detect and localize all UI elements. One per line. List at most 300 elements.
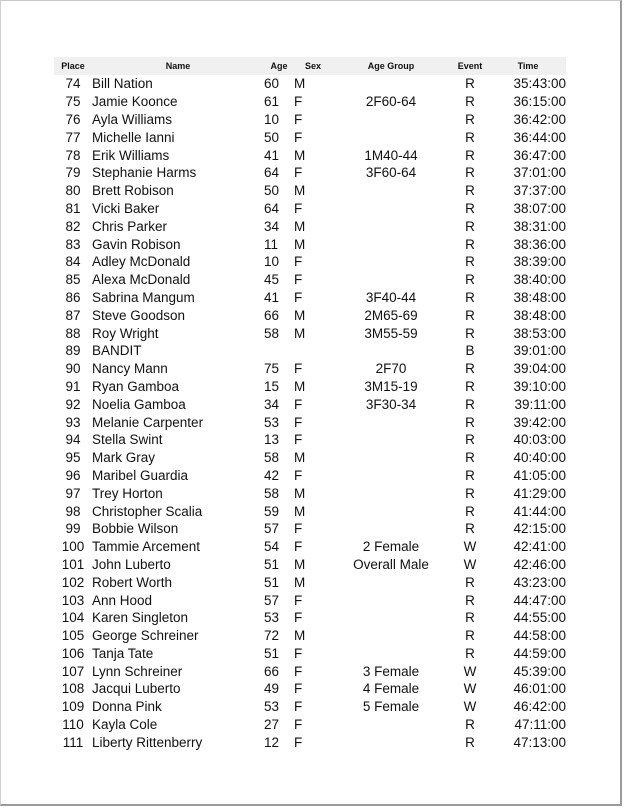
age-cell: 27	[264, 717, 280, 733]
place-cell: 102	[61, 574, 85, 590]
sex-cell: M	[294, 76, 306, 92]
age-group-cell: 1M40-44	[364, 147, 418, 163]
sex-cell: F	[294, 717, 303, 733]
place-cell: 78	[65, 147, 81, 163]
sex-cell: F	[294, 521, 303, 537]
age-group-cell: 3F40-44	[365, 289, 417, 305]
place-cell: 98	[65, 503, 81, 519]
place-cell: 104	[61, 610, 85, 626]
name-cell: Vicki Baker	[92, 200, 160, 216]
sex-cell: F	[294, 432, 303, 448]
age-group-cell	[332, 200, 450, 218]
table-row	[54, 716, 566, 734]
age-group-cell	[332, 573, 450, 591]
age-cell: 58	[264, 325, 280, 341]
time-cell: 42:41:00	[513, 539, 566, 555]
sex-cell: F	[294, 200, 303, 216]
age-cell: 57	[264, 592, 280, 608]
age-group-cell: 4 Female	[362, 681, 420, 697]
age-group-cell	[332, 413, 450, 431]
table-row	[54, 609, 566, 627]
age-group-cell: 2M65-69	[364, 307, 418, 323]
sex-cell: M	[294, 628, 306, 644]
age-group-cell	[332, 520, 450, 538]
sex-cell: F	[294, 414, 303, 430]
event-cell: W	[463, 539, 477, 555]
table-row	[54, 502, 566, 520]
sex-cell: M	[294, 574, 306, 590]
time-cell: 44:55:00	[513, 610, 566, 626]
sex-cell: F	[294, 699, 303, 715]
age-group-cell: 3M15-19	[364, 378, 418, 394]
table-row	[54, 306, 566, 324]
age-cell: 12	[264, 734, 280, 750]
name-cell: Melanie Carpenter	[92, 414, 204, 430]
event-cell: R	[465, 94, 475, 110]
place-cell: 88	[65, 325, 81, 341]
place-cell: 107	[61, 663, 85, 679]
age-group-cell	[332, 271, 450, 289]
age-cell: 53	[264, 610, 280, 626]
age-cell: 54	[264, 539, 280, 555]
sex-cell: M	[294, 325, 306, 341]
age-cell: 34	[264, 396, 280, 412]
event-cell: R	[465, 325, 475, 341]
time-cell: 39:10:00	[513, 378, 566, 394]
sex-cell: M	[294, 450, 306, 466]
age-cell: 66	[264, 663, 280, 679]
age-group-cell	[332, 235, 450, 253]
name-cell: Lynn Schreiner	[92, 663, 183, 679]
header-time: Time	[517, 61, 539, 71]
table-row	[54, 413, 566, 431]
age-group-cell	[332, 182, 450, 200]
sex-cell: F	[294, 467, 303, 483]
name-cell: Christopher Scalia	[92, 503, 203, 519]
table-row	[54, 680, 566, 698]
age-cell: 15	[264, 378, 280, 394]
age-group-cell: 3 Female	[362, 663, 420, 679]
time-cell: 38:07:00	[513, 200, 566, 216]
place-cell: 77	[65, 129, 81, 145]
place-cell: 85	[65, 272, 81, 288]
place-cell: 86	[65, 289, 81, 305]
event-cell: R	[465, 432, 475, 448]
place-cell: 87	[65, 307, 81, 323]
name-cell: Ayla Williams	[92, 111, 173, 127]
time-cell: 39:01:00	[513, 343, 566, 359]
header-place: Place	[61, 61, 85, 71]
name-cell: Michelle Ianni	[92, 129, 175, 145]
age-cell: 72	[264, 628, 280, 644]
age-cell: 10	[264, 254, 280, 270]
sex-cell: F	[294, 254, 303, 270]
time-cell: 38:39:00	[513, 254, 566, 270]
time-cell: 39:04:00	[513, 361, 566, 377]
sex-cell: F	[294, 681, 303, 697]
event-cell: R	[465, 574, 475, 590]
age-cell: 51	[264, 645, 280, 661]
sex-cell: F	[294, 129, 303, 145]
age-group-cell	[332, 591, 450, 609]
time-cell: 39:42:00	[513, 414, 566, 430]
age-cell: 64	[264, 200, 280, 216]
event-cell: R	[465, 645, 475, 661]
place-cell: 109	[61, 699, 85, 715]
name-cell: Jacqui Luberto	[92, 681, 181, 697]
table-row	[54, 75, 566, 93]
age-group-cell	[332, 449, 450, 467]
time-cell: 36:47:00	[513, 147, 566, 163]
event-cell: R	[465, 628, 475, 644]
event-cell: R	[465, 378, 475, 394]
age-group-cell	[332, 645, 450, 663]
event-cell: W	[463, 681, 477, 697]
results-table	[54, 57, 566, 751]
name-cell: Adley McDonald	[92, 254, 191, 270]
place-cell: 100	[61, 539, 85, 555]
place-cell: 89	[65, 343, 81, 359]
header-event: Event	[457, 61, 483, 71]
sex-cell: M	[294, 236, 306, 252]
time-cell: 38:53:00	[513, 325, 566, 341]
event-cell: R	[465, 289, 475, 305]
sex-cell: F	[294, 592, 303, 608]
name-cell: Mark Gray	[92, 450, 156, 466]
name-cell: John Luberto	[92, 556, 171, 572]
table-row	[54, 395, 566, 413]
age-group-cell: 3F60-64	[365, 165, 417, 181]
age-group-cell	[332, 609, 450, 627]
age-cell: 58	[264, 485, 280, 501]
age-cell: 45	[264, 272, 280, 288]
sex-cell: M	[294, 485, 306, 501]
time-cell: 36:44:00	[513, 129, 566, 145]
age-group-cell	[332, 502, 450, 520]
table-row	[54, 253, 566, 271]
event-cell: R	[465, 183, 475, 199]
table-row	[54, 146, 566, 164]
name-cell: Alexa McDonald	[92, 272, 191, 288]
place-cell: 95	[65, 450, 81, 466]
time-cell: 37:01:00	[513, 165, 566, 181]
age-cell: 50	[264, 129, 280, 145]
name-cell: Robert Worth	[92, 574, 173, 590]
table-row	[54, 128, 566, 146]
age-group-cell: Overall Male	[353, 556, 429, 572]
age-cell: 58	[264, 450, 280, 466]
table-row	[54, 645, 566, 663]
sex-cell: F	[294, 111, 303, 127]
time-cell: 44:58:00	[513, 628, 566, 644]
sex-cell: F	[294, 94, 303, 110]
sex-cell: F	[294, 272, 303, 288]
sex-cell: M	[294, 147, 306, 163]
name-cell: Tanja Tate	[92, 645, 154, 661]
time-cell: 46:42:00	[513, 699, 566, 715]
event-cell: R	[465, 450, 475, 466]
event-cell: R	[465, 485, 475, 501]
sex-cell: M	[294, 378, 306, 394]
time-cell: 40:03:00	[513, 432, 566, 448]
time-cell: 47:13:00	[513, 734, 566, 750]
name-cell: Bill Nation	[92, 76, 153, 92]
age-cell	[264, 342, 294, 360]
time-cell: 38:48:00	[513, 307, 566, 323]
header-row	[54, 57, 566, 75]
header-age: Age	[270, 61, 288, 71]
age-cell: 42	[264, 467, 280, 483]
time-cell: 37:37:00	[513, 183, 566, 199]
event-cell: R	[465, 236, 475, 252]
place-cell: 94	[65, 432, 81, 448]
name-cell: Brett Robison	[92, 183, 174, 199]
place-cell: 80	[65, 183, 81, 199]
place-cell: 74	[65, 76, 81, 92]
event-cell: R	[465, 610, 475, 626]
name-cell: Stephanie Harms	[92, 165, 197, 181]
event-cell: R	[465, 467, 475, 483]
table-row	[54, 289, 566, 307]
time-cell: 41:29:00	[513, 485, 566, 501]
event-cell: R	[465, 361, 475, 377]
place-cell: 79	[65, 165, 81, 181]
age-group-cell: 3F30-34	[365, 396, 417, 412]
event-cell: R	[465, 414, 475, 430]
age-cell: 11	[264, 236, 279, 252]
event-cell: R	[465, 272, 475, 288]
table-row	[54, 520, 566, 538]
table-row	[54, 484, 566, 502]
event-cell: R	[465, 200, 475, 216]
age-cell: 49	[264, 681, 280, 697]
time-cell: 41:44:00	[513, 503, 566, 519]
header-age-group: Age Group	[367, 61, 415, 71]
name-cell: Steve Goodson	[92, 307, 186, 323]
place-cell: 97	[65, 485, 81, 501]
table-row	[54, 200, 566, 218]
age-group-cell	[332, 716, 450, 734]
place-cell: 84	[65, 254, 81, 270]
name-cell: Roy Wright	[92, 325, 159, 341]
age-group-cell	[332, 128, 450, 146]
place-cell: 108	[61, 681, 85, 697]
table-row	[54, 591, 566, 609]
table-row	[54, 182, 566, 200]
time-cell: 45:39:00	[513, 663, 566, 679]
name-cell: Sabrina Mangum	[92, 289, 195, 305]
time-cell: 38:36:00	[513, 236, 566, 252]
age-cell: 66	[264, 307, 280, 323]
name-cell: George Schreiner	[92, 628, 199, 644]
time-cell: 39:11:00	[514, 396, 566, 412]
name-cell: Bobbie Wilson	[92, 521, 179, 537]
age-cell: 75	[264, 361, 280, 377]
place-cell: 110	[62, 717, 84, 733]
results-table-header	[54, 57, 566, 75]
table-row	[54, 733, 566, 751]
age-cell: 64	[264, 165, 280, 181]
place-cell: 103	[61, 592, 85, 608]
table-row	[54, 573, 566, 591]
name-cell: Ryan Gamboa	[92, 378, 180, 394]
age-cell: 10	[264, 111, 280, 127]
age-group-cell	[332, 484, 450, 502]
event-cell: R	[465, 734, 475, 750]
place-cell: 75	[65, 94, 81, 110]
time-cell: 42:46:00	[513, 556, 566, 572]
sex-cell	[294, 342, 332, 360]
time-cell: 47:11:00	[514, 717, 566, 733]
table-row	[54, 662, 566, 680]
table-row	[54, 217, 566, 235]
age-group-cell	[332, 431, 450, 449]
age-cell: 13	[264, 432, 280, 448]
place-cell: 106	[61, 645, 85, 661]
table-row	[54, 271, 566, 289]
table-row	[54, 111, 566, 129]
time-cell: 38:48:00	[513, 289, 566, 305]
time-cell: 42:15:00	[513, 521, 566, 537]
time-cell: 46:01:00	[513, 681, 566, 697]
table-row	[54, 235, 566, 253]
header-sex: Sex	[304, 61, 321, 71]
place-cell: 99	[65, 521, 81, 537]
sex-cell: M	[294, 218, 306, 234]
age-cell: 41	[264, 289, 280, 305]
sex-cell: F	[294, 610, 303, 626]
age-cell: 34	[264, 218, 280, 234]
name-cell: Maribel Guardia	[92, 467, 189, 483]
table-row	[54, 467, 566, 485]
place-cell: 90	[65, 361, 81, 377]
place-cell: 111	[62, 734, 84, 750]
name-cell: Karen Singleton	[92, 610, 189, 626]
age-group-cell	[332, 111, 450, 129]
age-cell: 61	[264, 94, 280, 110]
time-cell: 36:42:00	[513, 111, 566, 127]
time-cell: 41:05:00	[513, 467, 566, 483]
name-cell: Stella Swint	[92, 432, 163, 448]
table-row	[54, 342, 566, 360]
event-cell: W	[463, 699, 477, 715]
table-row	[54, 538, 566, 556]
age-cell: 57	[264, 521, 280, 537]
time-cell: 43:23:00	[513, 574, 566, 590]
table-row	[54, 378, 566, 396]
age-group-cell	[332, 467, 450, 485]
place-cell: 83	[65, 236, 81, 252]
age-cell: 51	[264, 574, 280, 590]
event-cell: R	[465, 76, 475, 92]
sex-cell: F	[294, 165, 303, 181]
sex-cell: F	[294, 539, 303, 555]
name-cell: BANDIT	[92, 343, 142, 359]
sex-cell: M	[294, 307, 306, 323]
age-group-cell: 3M55-59	[364, 325, 418, 341]
table-row	[54, 360, 566, 378]
table-row	[54, 698, 566, 716]
age-cell: 50	[264, 183, 280, 199]
age-group-cell	[332, 75, 450, 93]
name-cell: Tammie Arcement	[92, 539, 201, 555]
place-cell: 101	[61, 556, 85, 572]
age-group-cell: 5 Female	[362, 699, 420, 715]
time-cell: 44:59:00	[513, 645, 566, 661]
table-row	[54, 627, 566, 645]
event-cell: R	[465, 503, 475, 519]
age-group-cell	[332, 627, 450, 645]
time-cell: 44:47:00	[513, 592, 566, 608]
sex-cell: M	[294, 183, 306, 199]
sex-cell: M	[294, 556, 306, 572]
table-row	[54, 93, 566, 111]
name-cell: Kayla Cole	[92, 717, 158, 733]
age-group-cell: 2 Female	[362, 539, 420, 555]
age-cell: 60	[264, 76, 280, 92]
sex-cell: M	[294, 503, 306, 519]
sex-cell: F	[294, 734, 303, 750]
table-row	[54, 431, 566, 449]
event-cell: R	[465, 218, 475, 234]
age-cell: 59	[264, 503, 280, 519]
age-group-cell	[332, 253, 450, 271]
sex-cell: F	[294, 289, 303, 305]
age-group-cell	[332, 217, 450, 235]
age-cell: 41	[264, 147, 280, 163]
event-cell: R	[465, 147, 475, 163]
sex-cell: F	[294, 663, 303, 679]
place-cell: 82	[65, 218, 81, 234]
table-row	[54, 449, 566, 467]
table-row	[54, 324, 566, 342]
age-group-cell	[332, 733, 450, 751]
place-cell: 96	[65, 467, 81, 483]
event-cell: W	[463, 556, 477, 572]
event-cell: R	[465, 165, 475, 181]
place-cell: 76	[65, 111, 81, 127]
event-cell: R	[465, 396, 475, 412]
time-cell: 40:40:00	[513, 450, 566, 466]
name-cell: Jamie Koonce	[92, 94, 178, 110]
age-cell: 53	[264, 699, 280, 715]
event-cell: R	[465, 307, 475, 323]
event-cell: R	[465, 254, 475, 270]
age-group-cell: 2F70	[375, 361, 407, 377]
name-cell: Gavin Robison	[92, 236, 181, 252]
name-cell: Trey Horton	[92, 485, 163, 501]
place-cell: 105	[61, 628, 85, 644]
age-cell: 51	[264, 556, 280, 572]
table-row	[54, 164, 566, 182]
name-cell: Noelia Gamboa	[92, 396, 186, 412]
event-cell: R	[465, 717, 475, 733]
age-group-cell: 2F60-64	[365, 94, 417, 110]
header-name: Name	[165, 61, 191, 71]
place-cell: 91	[65, 378, 81, 394]
name-cell: Ann Hood	[92, 592, 153, 608]
sex-cell: F	[294, 361, 303, 377]
age-cell: 53	[264, 414, 280, 430]
name-cell: Nancy Mann	[92, 361, 168, 377]
sex-cell: F	[294, 396, 303, 412]
table-row	[54, 556, 566, 574]
event-cell: B	[465, 343, 475, 359]
name-cell: Donna Pink	[92, 699, 162, 715]
place-cell: 93	[65, 414, 81, 430]
time-cell: 35:43:00	[513, 76, 566, 92]
event-cell: R	[465, 592, 475, 608]
